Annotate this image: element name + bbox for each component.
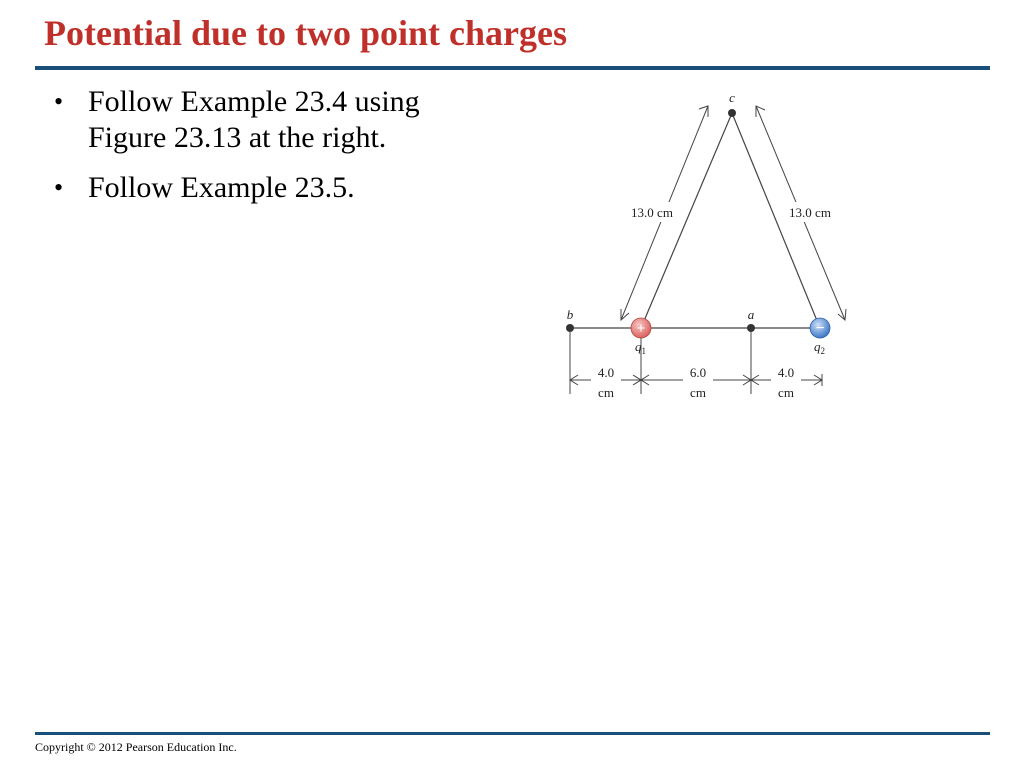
arrowhead: [838, 309, 846, 320]
point-a-label: a: [747, 307, 755, 322]
segment-q1-a-value: 6.0: [689, 365, 707, 380]
point-c-dot: [728, 109, 736, 117]
q1-label: $q_1$: [635, 339, 646, 356]
footer-divider: [35, 732, 990, 735]
distance-label-left: 13.0 cm: [631, 205, 673, 220]
minus-sign: −: [815, 320, 825, 337]
segment-b-q1-unit: cm: [598, 385, 614, 400]
charge-diagram: [555, 88, 865, 406]
segment-a-q2-unit: cm: [778, 385, 794, 400]
bullet-marker: •: [54, 173, 64, 202]
segment-b-q1-value: 4.0: [597, 365, 615, 380]
point-b-dot: [566, 324, 574, 332]
bullet-text: Follow Example 23.4 using Figure 23.13 at the right.: [88, 85, 420, 154]
copyright-footer: Copyright © 2012 Pearson Education Inc.: [35, 740, 237, 754]
title-divider: [35, 66, 990, 70]
charge-figure: [555, 88, 865, 406]
segment-a-q2-value: 4.0: [777, 365, 795, 380]
slide-title: Potential due to two point charges: [44, 13, 567, 53]
segment-q1-a-unit: cm: [690, 385, 706, 400]
arrowhead: [756, 106, 765, 117]
distance-label-right: 13.0 cm: [789, 205, 831, 220]
bullet-text: Follow Example 23.5.: [88, 171, 355, 204]
bullet-marker: •: [54, 87, 64, 116]
bullet-item: [48, 170, 428, 206]
bullet-list: [48, 84, 428, 220]
q2-label: $q_2$: [814, 339, 825, 356]
bullet-item: [48, 84, 428, 156]
point-b-label: b: [566, 307, 574, 322]
point-a-dot: [747, 324, 755, 332]
point-c-label: c: [729, 90, 735, 105]
plus-sign: +: [636, 321, 646, 337]
arrowhead: [699, 106, 708, 117]
